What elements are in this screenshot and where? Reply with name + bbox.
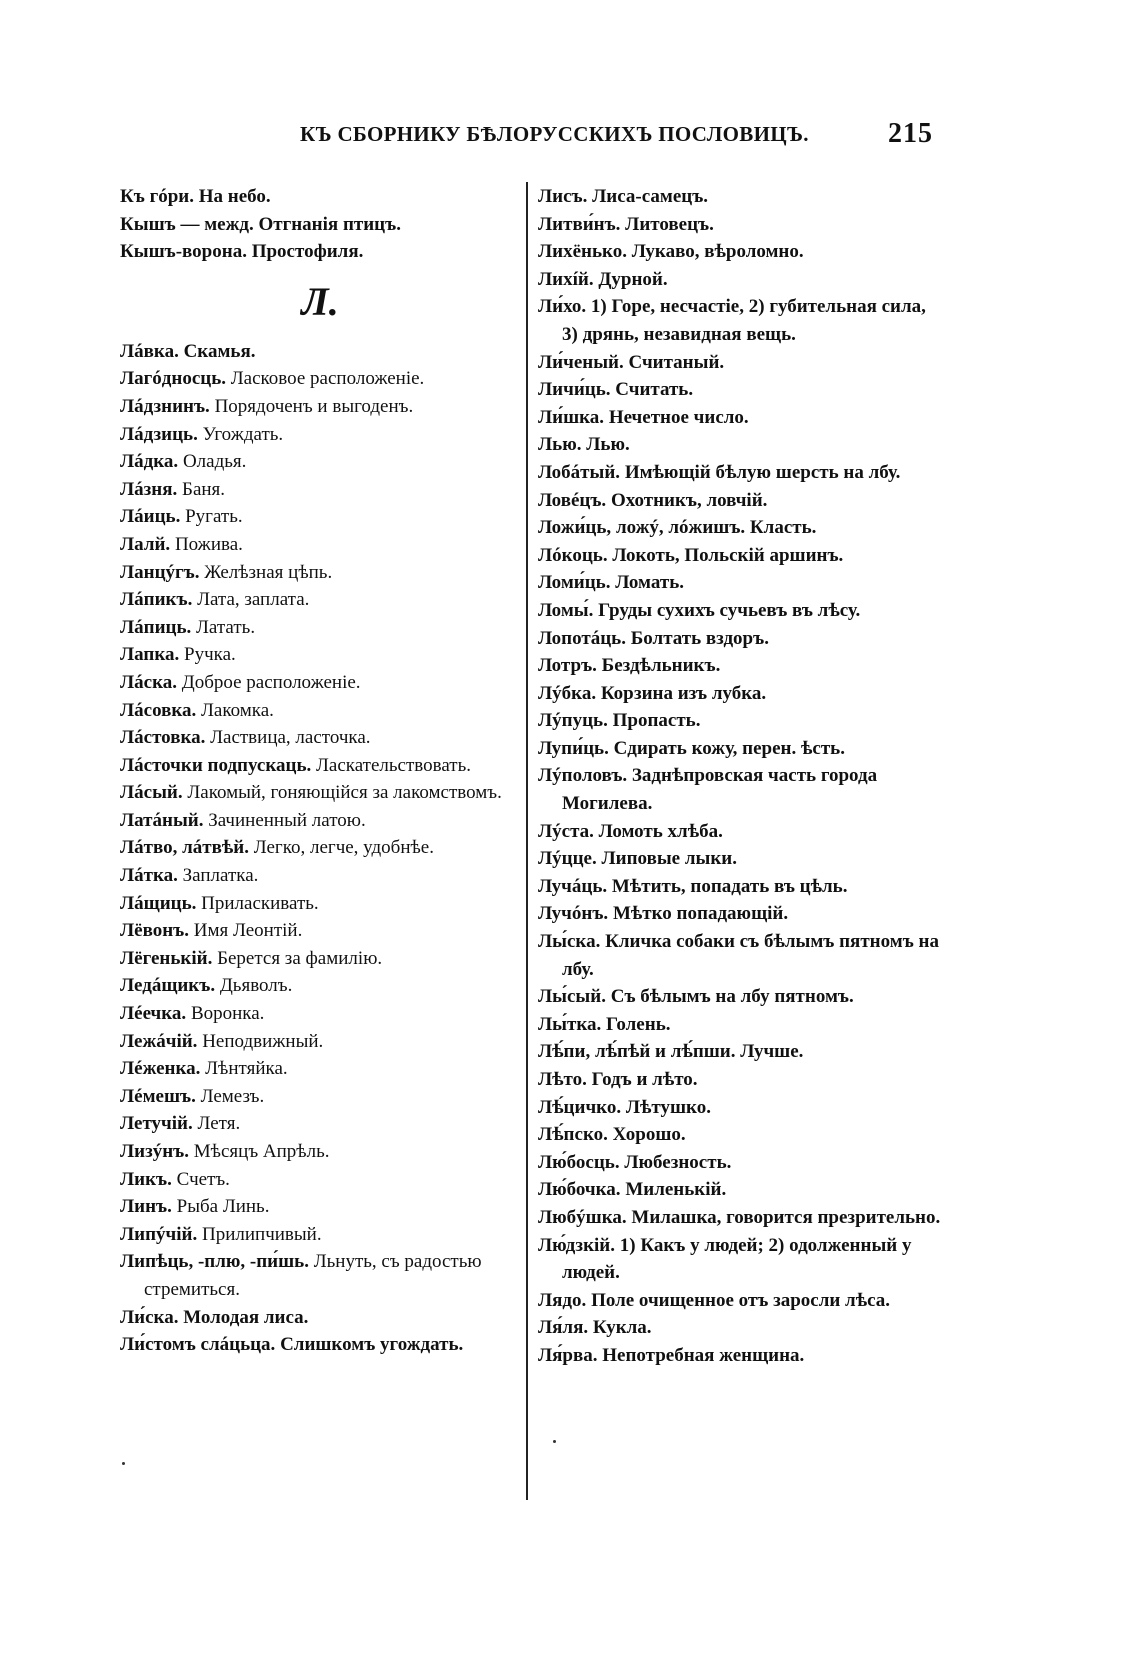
dictionary-entry: [538, 349, 942, 377]
dictionary-entry: [120, 183, 520, 211]
entry-headword: Лью.: [538, 434, 582, 456]
entry-definition: Мѣсяцъ Апрѣль.: [193, 1141, 330, 1162]
dictionary-entry: [120, 1055, 520, 1083]
entry-headword: Лю́дзкій.: [538, 1234, 615, 1256]
entry-headword: Личи́ць.: [538, 379, 611, 401]
dictionary-entry: [538, 818, 942, 846]
entry-definition: Заплатка.: [182, 865, 259, 887]
dictionary-entry: [538, 597, 942, 625]
dictionary-entry: [538, 1342, 942, 1370]
dictionary-entry: [538, 652, 942, 680]
dictionary-entry: [538, 845, 942, 873]
entry-headword: Ли́стомъ слáцьца.: [120, 1334, 276, 1356]
dictionary-entry: [120, 1138, 520, 1166]
entry-headword: Лéечка.: [120, 1003, 187, 1025]
dictionary-entry: [120, 1110, 520, 1138]
entry-headword: Лобáтый.: [538, 461, 621, 483]
entry-definition: Сдирать кожу, перен. ѣсть.: [613, 737, 845, 759]
entry-definition: Дьяволъ.: [219, 975, 293, 997]
entry-definition: Охотникъ, ловчій.: [610, 489, 768, 511]
entry-headword: Ля́рва.: [538, 1344, 598, 1366]
dictionary-entry: [538, 1066, 942, 1094]
dictionary-entry: [120, 1248, 520, 1303]
dictionary-entry: [538, 1094, 942, 1122]
entry-definition: Рыба Линь.: [176, 1196, 270, 1218]
entry-headword: Ли́ченый.: [538, 351, 624, 373]
page-number: 215: [888, 118, 933, 149]
entry-definition: Лукаво, вѣроломно.: [631, 241, 804, 263]
entry-headword: Ли́хо.: [538, 296, 587, 318]
entry-headword: Линъ.: [120, 1196, 172, 1218]
entry-definition: Лата, заплата.: [197, 589, 310, 611]
entry-definition: Любезность.: [624, 1151, 732, 1173]
entry-definition: Ломоть хлѣба.: [598, 820, 723, 842]
entry-headword: Кышъ-ворона.: [120, 241, 247, 263]
dictionary-entry: [538, 983, 942, 1011]
dictionary-entry: [538, 431, 942, 459]
entry-headword: Лупи́ць.: [538, 737, 609, 759]
entry-headword: Лáсовка.: [120, 699, 197, 721]
entry-definition: Непотребная женщина.: [602, 1344, 805, 1366]
entry-headword: Къ гóри.: [120, 186, 194, 207]
entry-headword: Лапка.: [120, 644, 180, 666]
entry-headword: Липѣць, -плю, -пи́шь.: [120, 1251, 309, 1273]
entry-definition: Лѣнтяйка.: [205, 1058, 288, 1080]
entry-headword: Ли́шка.: [538, 406, 605, 428]
entry-headword: Лéженка.: [120, 1058, 201, 1080]
dictionary-entry: [538, 266, 942, 294]
entry-definition: Лѣтушко.: [625, 1096, 712, 1118]
dictionary-entry: [538, 735, 942, 763]
entry-definition: Ручка.: [184, 644, 236, 666]
dictionary-entry: [120, 724, 520, 752]
entry-headword: Липýчій.: [120, 1223, 198, 1245]
dictionary-entry: [538, 625, 942, 653]
entry-headword: Лихёнько.: [538, 241, 627, 263]
dictionary-entry: [120, 669, 520, 697]
entry-definition: На небо.: [198, 186, 271, 207]
entry-definition: Бездѣльникъ.: [601, 655, 721, 677]
entry-definition: Хорошо.: [612, 1124, 686, 1146]
dictionary-entry: [120, 531, 520, 559]
dictionary-entry: [538, 238, 942, 266]
entry-headword: Лýцце.: [538, 848, 597, 870]
dictionary-entry: [538, 900, 942, 928]
dictionary-entry: [120, 476, 520, 504]
entry-definition: Желѣзная цѣпь.: [204, 561, 333, 583]
entry-headword: Ланцýгъ.: [120, 561, 200, 583]
entry-definition: Милашка, говорится презрительно.: [631, 1206, 941, 1228]
entry-headword: Лéмешъ.: [120, 1085, 196, 1107]
dictionary-entry: [538, 680, 942, 708]
entry-definition: Голень.: [605, 1013, 671, 1035]
dictionary-entry: [538, 1011, 942, 1039]
entry-definition: Лью.: [586, 434, 630, 456]
entry-definition: Молодая лиса.: [183, 1306, 309, 1328]
entry-definition: Прилипчивый.: [202, 1223, 322, 1245]
entry-headword: Лѣто.: [538, 1069, 587, 1090]
entry-definition: Ломать.: [615, 572, 684, 594]
dictionary-entry: [538, 183, 942, 211]
entry-headword: Лизýнъ.: [120, 1141, 190, 1162]
dictionary-entry: [538, 293, 942, 348]
entry-definition: Миленькій.: [625, 1179, 727, 1201]
dictionary-entry: [120, 448, 520, 476]
entry-headword: Лёгенькій.: [120, 947, 213, 969]
entries-before-section: [120, 183, 520, 266]
entry-definition: Пропасть.: [612, 710, 701, 732]
entry-headword: Лáвка.: [120, 340, 179, 362]
entry-definition: Простофиля.: [251, 241, 364, 263]
entry-headword: Лóкоць.: [538, 544, 608, 566]
entry-definition: Кукла.: [592, 1317, 652, 1339]
entry-headword: Лихíй.: [538, 268, 594, 290]
entry-headword: Лёвонъ.: [120, 920, 189, 942]
entry-definition: Легко, легче, удобнѣе.: [253, 837, 434, 859]
dictionary-entry: [120, 1331, 520, 1359]
entry-definition: Оладья.: [182, 451, 247, 473]
dictionary-entry: [538, 1287, 942, 1315]
dictionary-entry: [120, 779, 520, 807]
dictionary-entry: [538, 569, 942, 597]
entry-definition: Ругать.: [185, 506, 243, 528]
dictionary-entry: [538, 1038, 942, 1066]
entry-headword: Лопотáць.: [538, 627, 626, 649]
entry-definition: Имя Леонтій.: [193, 920, 303, 942]
entry-headword: Лáпиць.: [120, 616, 192, 638]
entry-definition: Лучше.: [740, 1041, 804, 1063]
entry-definition: Локоть, Польскій аршинъ.: [612, 544, 844, 566]
entry-definition: Дурной.: [598, 268, 668, 290]
entry-definition: 1) Горе, несчастіе, 2) губительная сила, 3) дрянь, незавидная вещь.: [562, 296, 926, 345]
entry-headword: Лотръ.: [538, 655, 597, 677]
running-title: КЪ СБОРНИКУ БѢЛОРУССКИХЪ ПОСЛОВИЦЪ.: [300, 122, 809, 146]
entry-headword: Лѣ́цичко.: [538, 1096, 622, 1118]
dictionary-entry: [538, 1314, 942, 1342]
entry-definition: Льнуть, съ радостью стремиться.: [144, 1251, 482, 1300]
entry-definition: Счетъ.: [176, 1168, 230, 1190]
entry-definition: Корзина изъ лубка.: [600, 682, 767, 704]
entry-definition: Летя.: [197, 1113, 241, 1135]
dictionary-entry: [120, 834, 520, 862]
dictionary-entry: [120, 586, 520, 614]
entry-headword: Лýпуць.: [538, 710, 608, 732]
dictionary-entry: [120, 211, 520, 239]
entry-definition: Слишкомъ угождать.: [280, 1334, 464, 1356]
left-entries: [120, 338, 520, 1359]
dictionary-entry: [538, 707, 942, 735]
dictionary-entry: [120, 752, 520, 780]
entry-headword: Ломы́.: [538, 599, 594, 621]
dictionary-entry: [120, 807, 520, 835]
entry-definition: Ластвица, ласточка.: [210, 727, 371, 749]
dictionary-entry: [120, 1000, 520, 1028]
dictionary-entry: [538, 376, 942, 404]
entry-headword: Лю́бочка.: [538, 1179, 621, 1201]
entry-definition: Поле очищенное отъ заросли лѣса.: [591, 1289, 891, 1311]
entry-definition: Кличка собаки съ бѣлымъ пятномъ на лбу.: [562, 931, 939, 980]
entry-definition: Пожива.: [174, 533, 243, 555]
dictionary-entry: [120, 1221, 520, 1249]
entry-definition: Считаный.: [628, 351, 725, 373]
entry-definition: Латать.: [196, 616, 256, 638]
dictionary-entry: [120, 697, 520, 725]
entry-headword: Лáстовка.: [120, 727, 206, 749]
dictionary-entry: [120, 945, 520, 973]
stray-mark: [553, 1440, 556, 1443]
entry-definition: Зачиненный латою.: [208, 809, 366, 831]
entry-definition: Литовецъ.: [625, 213, 714, 235]
entry-definition: Баня.: [182, 478, 226, 500]
entry-headword: Ловéцъ.: [538, 489, 607, 511]
entry-definition: Липовые лыки.: [601, 848, 737, 870]
entry-definition: Ласковое расположеніе.: [230, 368, 425, 390]
dictionary-entry: [120, 1304, 520, 1332]
dictionary-entry: [538, 514, 942, 542]
entry-headword: Лáска.: [120, 671, 177, 693]
entry-headword: Ли́ска.: [120, 1306, 179, 1328]
entry-definition: Мѣтить, попадать въ цѣль.: [611, 875, 848, 897]
dictionary-entry: [120, 614, 520, 642]
dictionary-entry: [538, 1204, 942, 1232]
dictionary-entry: [120, 1083, 520, 1111]
entry-definition: Доброе расположеніе.: [181, 671, 361, 693]
entry-definition: Заднѣпровская часть города Могилева.: [562, 765, 878, 815]
entry-definition: Порядоченъ и выгоденъ.: [214, 395, 414, 417]
entry-definition: 1) Какъ у людей; 2) одолженный у людей.: [562, 1234, 912, 1284]
entry-definition: Угождать.: [202, 423, 284, 445]
dictionary-entry: [538, 487, 942, 515]
entry-headword: Лýполовъ.: [538, 765, 628, 787]
entry-headword: Любýшка.: [538, 1206, 627, 1228]
entry-definition: Болтать вздоръ.: [630, 627, 769, 649]
dictionary-entry: [120, 1166, 520, 1194]
dictionary-entry: [120, 393, 520, 421]
entry-definition: Имѣющій бѣлую шерсть на лбу.: [624, 461, 901, 483]
dictionary-entry: [120, 503, 520, 531]
entry-headword: Лáзня.: [120, 478, 178, 500]
entry-headword: Лáпикъ.: [120, 589, 193, 611]
entry-headword: Лýста.: [538, 820, 594, 842]
dictionary-entry: [120, 862, 520, 890]
left-column: [120, 183, 520, 1359]
dictionary-entry: [120, 972, 520, 1000]
entry-headword: Ледáщикъ.: [120, 975, 216, 997]
entry-definition: Воронка.: [190, 1003, 265, 1025]
dictionary-entry: [538, 873, 942, 901]
entry-headword: Литви́нъ.: [538, 213, 621, 235]
dictionary-entry: [538, 404, 942, 432]
entry-headword: Лáдзнинъ.: [120, 395, 210, 417]
entry-definition: Приласкивать.: [201, 892, 319, 914]
dictionary-entry: [538, 1176, 942, 1204]
entry-definition: Ласкательствовать.: [316, 754, 471, 776]
entry-headword: Ля́ля.: [538, 1317, 589, 1339]
entry-definition: Груды сухихъ сучьевъ въ лѣсу.: [598, 599, 861, 621]
entry-definition: Неподвижный.: [202, 1030, 324, 1052]
entry-headword: Лáсый.: [120, 782, 183, 804]
stray-mark: [122, 1462, 125, 1465]
dictionary-entry: [120, 890, 520, 918]
entry-definition: Скамья.: [183, 340, 256, 362]
section-letter: Л.: [301, 278, 339, 324]
entry-headword: Летучій.: [120, 1113, 193, 1135]
dictionary-entry: [120, 238, 520, 266]
entry-headword: Лядо.: [538, 1289, 587, 1311]
dictionary-entry: [120, 559, 520, 587]
entry-headword: Лучáць.: [538, 875, 608, 897]
right-entries: [538, 183, 942, 1370]
dictionary-entry: [120, 641, 520, 669]
dictionary-entry: [538, 459, 942, 487]
entry-headword: Лѣ́пи, лѣ́пѣй и лѣ́пши.: [538, 1041, 736, 1063]
entry-headword: Лáиць.: [120, 506, 181, 528]
right-column: [538, 183, 942, 1370]
dictionary-entry: [538, 762, 942, 817]
entry-headword: Ликъ.: [120, 1168, 172, 1190]
entry-definition: ложý, лóжишъ. Класть.: [615, 517, 817, 539]
entry-headword: Ложи́ць,: [538, 517, 612, 539]
entry-headword: Лáтво, лáтвѣй.: [120, 837, 249, 859]
entry-headword: Лы́сый.: [538, 986, 606, 1008]
dictionary-entry: [120, 1028, 520, 1056]
dictionary-entry: [538, 1149, 942, 1177]
entry-headword: Ломи́ць.: [538, 572, 611, 594]
entry-definition: Мѣтко попадающій.: [612, 903, 789, 925]
dictionary-entry: [538, 928, 942, 983]
entry-headword: Лáтка.: [120, 865, 178, 887]
entry-headword: Лалй.: [120, 533, 171, 555]
entry-definition: Лакомый, гоняющійся за лакомствомъ.: [187, 782, 502, 804]
entry-headword: Латáный.: [120, 809, 204, 831]
dictionary-entry: [120, 917, 520, 945]
entry-headword: Лы́тка.: [538, 1013, 602, 1035]
dictionary-entry: [120, 365, 520, 393]
entry-headword: Лю́босць.: [538, 1151, 620, 1173]
entry-headword: Лáсточки подпускаць.: [120, 754, 312, 776]
entry-headword: Лы́ска.: [538, 931, 601, 953]
entry-definition: Лиса-самецъ.: [592, 186, 709, 207]
entry-definition: Съ бѣлымъ на лбу пятномъ.: [610, 986, 854, 1008]
entry-headword: Лáдзиць.: [120, 423, 198, 445]
dictionary-entry: [538, 211, 942, 239]
dictionary-entry: [538, 542, 942, 570]
entry-definition: Считать.: [615, 379, 694, 401]
entry-headword: Кышъ —: [120, 213, 200, 235]
dictionary-entry: [538, 1232, 942, 1287]
entry-headword: Лежáчій.: [120, 1030, 198, 1052]
entry-definition: Лакомка.: [201, 699, 274, 721]
entry-headword: Лучóнъ.: [538, 903, 609, 925]
entry-headword: Лѣ́пско.: [538, 1124, 608, 1146]
entry-definition: Берется за фамилію.: [217, 947, 383, 969]
entry-definition: межд. Отгнанія птицъ.: [204, 213, 401, 235]
entry-headword: Лисъ.: [538, 186, 588, 207]
dictionary-entry: [120, 338, 520, 366]
entry-definition: Нечетное число.: [608, 406, 749, 428]
entry-definition: Лемезъ.: [200, 1085, 265, 1107]
entry-headword: Лáдка.: [120, 451, 179, 473]
entry-headword: Лагóдносць.: [120, 368, 227, 390]
column-divider: [526, 182, 528, 1500]
entry-headword: Лýбка.: [538, 682, 597, 704]
dictionary-entry: [120, 421, 520, 449]
dictionary-entry: [120, 1193, 520, 1221]
entry-headword: Лáщиць.: [120, 892, 197, 914]
dictionary-entry: [538, 1121, 942, 1149]
entry-definition: Годъ и лѣто.: [591, 1069, 698, 1090]
